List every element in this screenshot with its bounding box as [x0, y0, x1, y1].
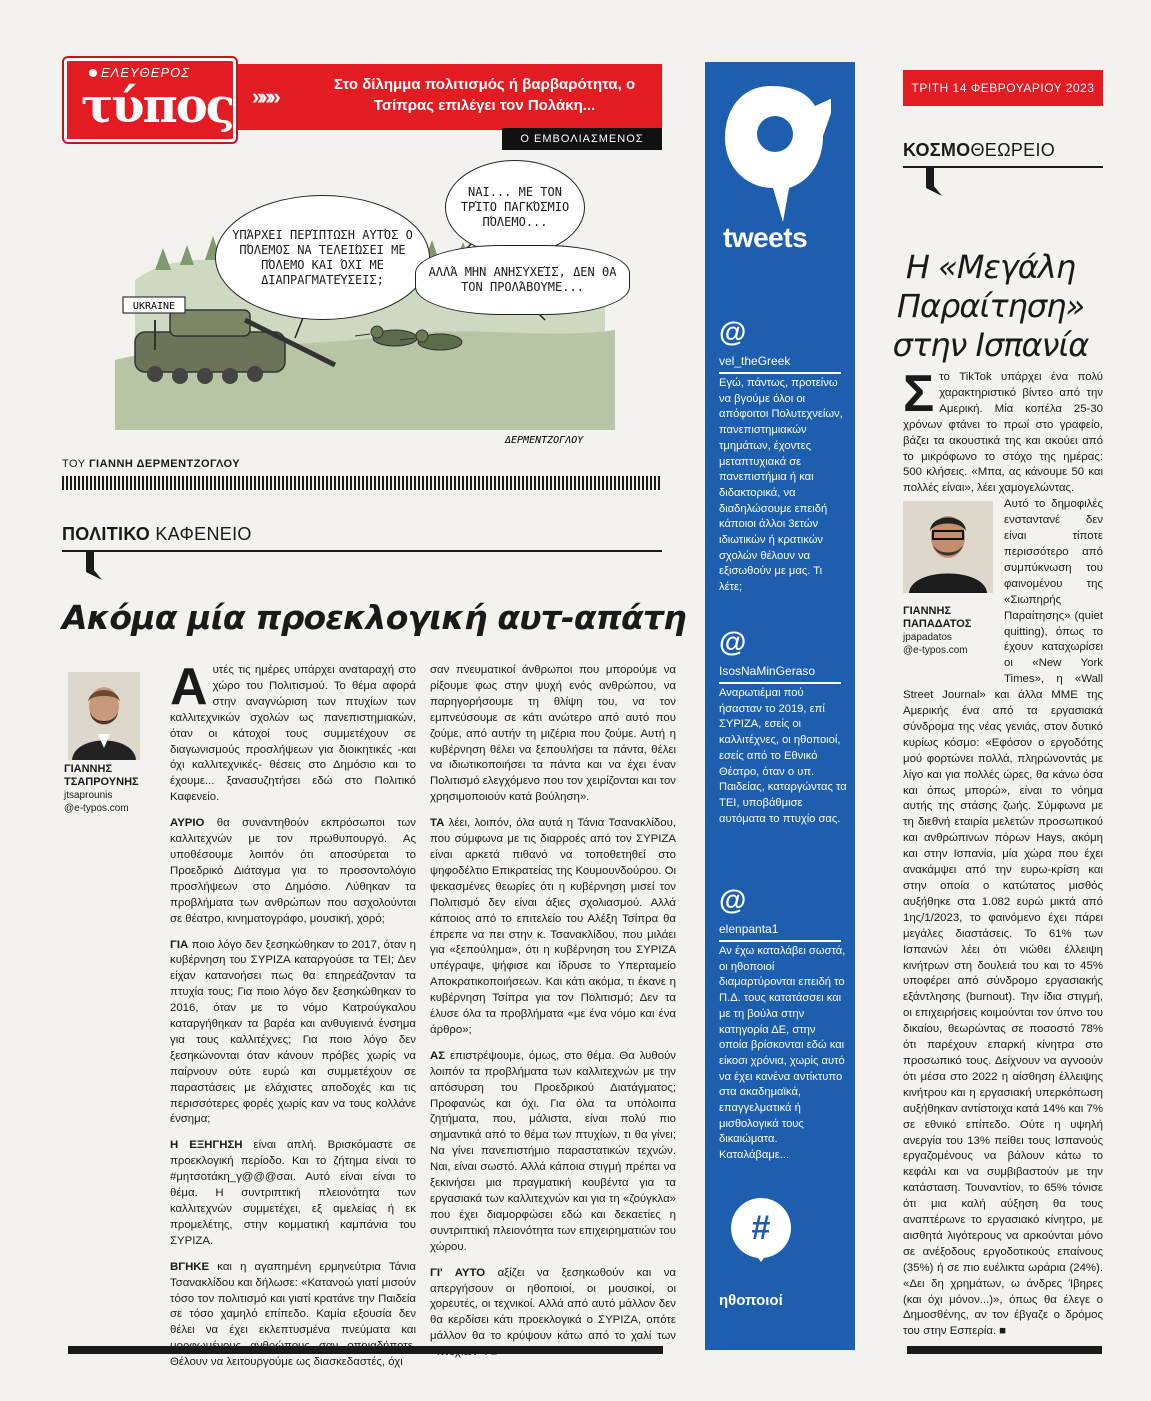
tweet-divider: [719, 682, 841, 684]
section-heading-kosmotheoreio: [903, 140, 1055, 161]
paragraph-text: το TikTok υπάρχει ένα πολύ χαρακτηριστικό βίντεο από την Αμερική. Μία κοπέλα 25-30 χρόνων φτάνει το πρωί στο γραφείο, βάζει τα ακουστικά της και ακούει από το μικρόφωνο το στόχο της ημέρας: 500 κλήσεις. «Μπα, ας κάνουμε 50 και πολλές είναι», λέει χαμογελώντας.: [903, 371, 1103, 495]
paragraph-lead: ΓΙ' ΑΥΤΟ: [430, 1266, 486, 1279]
paragraph-text: και η αγαπημένη ερμηνεύτρια Τάνια Τσανακλίδου και δήλωσε: «Κατανοώ γιατί μισούν τόσο τον πολιτισμό και γιατί κρατάνε την Παιδεία σε τόσο χαμηλό επίπεδο. Καμία εξουσία δεν θέλει να έχει εκλεπτυσμένα πνεύματα και Θέλουν να λειτουργούμε ως διασκεδαστές, όχι: [170, 1260, 416, 1369]
credit-name: ΓΙΑΝΝΗ ΔΕΡΜΕΝΤΖΟΓΛΟΥ: [88, 458, 241, 470]
paragraph-lead: ΑΣ: [430, 1049, 446, 1062]
article-column-1: [170, 658, 416, 1381]
article-paragraph: [170, 938, 416, 1129]
article-title-right: Η «Μεγάλη Παραίτηση» στην Ισπανία: [892, 248, 1089, 364]
hashtag-label: ηθοποιοί: [719, 1292, 783, 1309]
tweet-divider: [719, 940, 841, 942]
article-paragraph: [430, 663, 676, 806]
article-paragraph: [170, 1138, 416, 1249]
banner-headline: Στο δίλημμα πολιτισμός ή βαρβαρότητα, ο Τσίπρας επιλέγει τον Πολάκη...: [333, 76, 636, 114]
author-first-name: ΓΙΑΝΝΗΣ: [903, 605, 952, 618]
author-block-tsaprounis: [64, 763, 139, 815]
author-email: @e-typos.com: [903, 645, 968, 657]
cartoon-sign: UKRAINE: [132, 301, 176, 312]
tweet-text: Αναρωτιέμαι πού ήσασταν το 2019, επί ΣΥΡΙΖΑ, εσείς οι καλλιτέχνες, οι ηθοποιοί, εσείς από το Εθνικό Θέατρο, όταν ο υπ. Παιδείας, καταργώντας τα ΤΕΙ, υποβάθμισε αυτόματα το πτυχίο σας.: [719, 687, 847, 825]
article-column-2: [430, 663, 676, 1371]
tweets-title: tweets: [723, 222, 808, 253]
date-bar: ΤΡΙΤΗ 14 ΦΕΒΡΟΥΑΡΙΟΥ 2023: [903, 70, 1103, 106]
article-paragraph: [170, 816, 416, 927]
promo-banner: [62, 58, 662, 145]
author-info: [903, 605, 998, 657]
paragraph-text: Street Journal» και άλλα ΜΜΕ της Αμερικής ένα από τα εργασιακά σύνδρομα της νέας γενιάς, στον δυτικό κυρίως κόσμο: «Εφόσον ο εργοδότης μού φορτώνει πολλά, πληρώνοντάς με λίγο και για πολλές ώρες, θα κάνω όσα και όπως μπορώ», είναι το νόημα αυτής της στάσης ζωής. Σύμφωνα με τη διεθνή εταιρία μελετών προσωπικού και ανθρώπινων πόρων Hays, ακόμη και στην Ισπανία, μία χώρα που έχει ανακάμψει από την ευρω-κρίση και στην οποία ο κατώτατος μισθός αυξήθηκε στα 1.082 ευρώ μικτά από 1ης/1/2023, το φαινόμενο έχει πάρει μεγάλες διαστάσεις. Το 61% των Ισπανών λέει ότι νιώθει έλλειψη κινήτρων στη δουλειά του και το 45% υποφέρει από σύνδρομο εργασιακής εξάντλησης (burnout). Την ίδια στιγμή, οι επιχειρήσεις κοιμούνται τον ύπνο του δικαίου, θεωρώντας σε ποσοστό 78% ότι παρέχουν επαρκή κίνητρα στο προσωπικό τους. Δείχνουν να αγνοούν ότι μέσα στο 2022 η αίσθηση έλλειψης κινήτρου και η εργασιακή υπερκόπωση αυξήθηκαν αντίστοιχα κατά 14% και 7% σε εθνικό επίπεδο. Ούτε η υψηλή ανεργία του 13% πείθει τους Ισπανούς εργαζομένους να βάλουν κάτω το κεφάλι και να συμβιβαστούν με την κατάσταση. Τουναντίον, το 65% τόνισε ότι μια καλή αύξηση θα τους αναπτέρωνε το εργασιακό κίνητρο, με αισθητά λιγότερους να αρκούνται μόνο σε ανέξοδους εργοδοτικούς επαίνους (35%) ή σε πιο ευέλικτα ωράρια (24%). «Δει δη χρημάτων, ω άνδρες Ίβηρες (και όχι μόνον...)», όπως θα έλεγε ο Δημοσθένης, αν τον έβγαζε ο δρόμος του στην Εσπερία. ■: [903, 689, 1103, 1338]
eleftheros-typos-logo: [64, 58, 236, 142]
credit-prefix: ΤΟΥ: [62, 458, 86, 470]
speech-bubble-reassure: ΑΛΛΆ ΜΗΝ ΑΝΗΣΥΧΕΊΣ, ΔΕΝ ΘΑ ΤΟΝ ΠΡΟΛΆΒΟΥΜΕ...: [415, 245, 630, 315]
author-block-papadatos: [903, 501, 998, 676]
author-last-name: ΠΑΠΑΔΑΤΟΣ: [903, 618, 972, 631]
author-photo-tsaprounis: [68, 672, 140, 760]
section-light: ΘΕΩΡΕΙΟ: [970, 140, 1056, 160]
paragraph-lead: ΤΑ: [430, 817, 445, 830]
political-cartoon: [95, 160, 625, 455]
tweet-text: Εγώ, πάντως, προτείνω να βγούμε όλοι οι απόφοιτοι Πολυτεχνείων, πανεπιστημιακών τμημάτων, έχοντες μεταπτυχιακά σε πανεπιστήμια ή και διδακτορικά, να διαδηλώσουμε επειδή κάποιοι άλλοι 3ετών ιδιωτικών ή κρατικών σχολών θέλουν να εξισωθούν με μας. Τι λέτε;: [719, 377, 843, 594]
paragraph-text: λέει, λοιπόν, όλα αυτά η Τάνια Τσανακλίδου, που σύμφωνα με τις διαρροές από τον ΣΥΡΙΖΑ είναι αρκετά πιθανό να τοποθετηθεί στο ψηφοδέλτιο Επικρατείας της Κουμουνδούρου. Οι ψεκασμένες θεωρίες ότι η κυβέρνηση μισεί τον Πολιτισμό δεν είναι άξιες σχολιασμού. Αλλά κάποιος από το επιτελείο του Αλέξη Τσίπρα θα έπρεπε να πει στην κ. Τσανακλίδου, που μιλάει για «ξεπούλημα», ότι η κυβέρνηση του ΣΥΡΙΖΑ υπέγραψε, ψήφισε και ίδρυσε το Υπερταμείο Αποκρατικοποιήσεων. Και κάτι ακόμα, τι έκανε η κυβέρνηση Τσίπρα για τον Πολιτισμό; Δεν τα έλυσε όλα τα προβλήματα «με ένα νόμο και ένα άρθρο»;: [430, 817, 676, 1036]
tweet-handle: elenpanta1: [719, 922, 779, 936]
drop-cap: Α: [170, 658, 208, 716]
author-handle: jtsaprounis: [64, 790, 113, 801]
at-icon: @: [719, 626, 747, 657]
paragraph-lead: ΒΓΗΚΕ: [170, 1260, 210, 1273]
tweet-handle: vel_theGreek: [719, 354, 791, 368]
author-email: @e-typos.com: [64, 803, 129, 814]
paragraph-text: σαν πνευματικοί άνθρωποι που μπορούμε να ρίξουμε φως στην ψυχή ενός ανθρώπου, να παρηγορήσουμε τη θλίψη του, να τον εμπνεύσουμε σε κάτι ανώτερο από αυτό που ζούμε, από αυτήν τη μιζέρια που ζούμε. Αυτή η κυβέρνηση θέλει να ξεπουλήσει τα πάντα, θέλει να ιδιωτικοποιήσει τα πάντα και να έχει έναν Πολιτισμό ελεγχόμενο που τον χειρίζονται και τον χρησιμοποιούν κατά βούληση».: [430, 664, 676, 804]
tweet-text: Αν έχω καταλάβει σωστά, οι ηθοποιοί διαμαρτύρονται επειδή το Π.Δ. τους κατατάσσει και με τη βούλα στην κατηγορία ΔΕ, στην οποία βρίσκονται εδώ και είκοσι χρόνια, χωρίς αυτό να έχει κανένα αντίκτυπο στα ακαδημαϊκά, επαγγελματικά ή μισθολογικά τους δικαιώματα. Καταλάβαμε...: [719, 945, 846, 1162]
author-handle: jpapadatos: [903, 632, 952, 644]
paragraph-text: είναι απλή. Βρισκόμαστε σε προεκλογική περίοδο. Και το ζήτημα είναι το #μητσοτάκη_γ@@@σαι. Αυτό είναι είναι το θέμα. Η συντριπτική πλειονότητα των καλλιτεχνών συμμετέχει, εξ αμελείας ή εκ προμελέτης, στην κομματική καμπάνια του ΣΥΡΙΖΑ.: [170, 1139, 416, 1247]
speech-bubble-question: ΥΠΆΡΧΕΙ ΠΕΡΊΠΤΩΣΗ ΑΥΤΌΣ Ο ΠΌΛΕΜΟΣ ΝΑ ΤΕΛΕΙΏΣΕΙ ΜΕ ΠΌΛΕΜΟ ΚΑΙ ΌΧΙ ΜΕ ΔΙΑΠΡΑΓΜΑΤΕΎΣΕΙΣ;: [215, 195, 430, 320]
bottom-rule-left: [68, 1346, 663, 1354]
paragraph-text: υτές τις ημέρες υπάρχει αναταραχή στο χώρο του Πολιτισμού. Το θέμα αφορά στην αναγνώριση των πτυχίων των καλλιτεχνικών σχολών ως πανεπιστημιακών, όταν οι κάτοχοί τους συμμετέχουν σε διαγωνισμούς προσλήψεων για διοικητικές -και όχι καλλιτεχνικές- θέσεις στο Δημόσιο και το έχουμε... ξανασυζητήσει εδώ στο Πολιτικό Καφενείο.: [170, 664, 416, 804]
article-paragraph: [430, 816, 676, 1039]
section-rule: [62, 550, 662, 552]
paragraph-lead: ΓΙΑ: [170, 938, 189, 951]
cartoon-credit: [62, 458, 240, 470]
at-icon: @: [719, 316, 747, 347]
paragraph-text: ποιο λόγο δεν ξεσηκώθηκαν το 2017, όταν η κυβέρνηση του ΣΥΡΙΖΑ καταργούσε τα ΤΕΙ; Δεν είχαν κατανοήσει πως θα επηρεάζονταν τα πτυχία τους; Για ποιο λόγο δεν ξεσηκώθηκαν το 2016, όταν με το νόμο Κατρούγκαλου καταργήθηκαν τα βαρέα και ανθυγιεινά ένσημα για τους καλλιτέχνες; Για ποιο λόγο δεν ξεσηκώνονται όταν κάνουν πρόβες χωρίς να παίρνουν ούτε ευρώ και συμμετέχουν σε παραστάσεις με ελάχιστες αποδοχές και τις περισσότερες φορές χωρίς καν να τους κολλάνε ένσημα;: [170, 938, 416, 1126]
article-paragraph: [430, 1049, 676, 1256]
paragraph-lead: Η ΕΞΗΓΗΣΗ: [170, 1139, 243, 1152]
bird-logo-icon: [711, 76, 831, 226]
section-bold: ΚΟΣΜΟ: [903, 140, 971, 160]
tweet-handle: IsosNaMinGeraso: [719, 664, 816, 678]
author-first-name: ΓΙΑΝΝΗΣ: [64, 763, 113, 775]
tweets-column: [705, 62, 855, 1350]
article-title: Ακόμα μία προεκλογική αυτ-απάτη: [62, 598, 686, 637]
hatch-divider: [62, 476, 662, 490]
article-paragraph: [170, 658, 416, 806]
cartoon-signature: ΔΕΡΜΕΝΤΖΟΓΛΟΥ: [505, 435, 584, 446]
logo-name: τύπος: [81, 78, 233, 134]
paragraph-text: θα συναντηθούν εκπρόσωποι των καλλιτεχνών με τον πρωθυπουργό. Ας υποθέσουμε λοιπόν ότι αποσύρεται το Προεδρικό Διάταγμα για το προσοντολόγιο προσλήψεων στο Δημόσιο. Λύθηκαν τα προβλήματα των ανθρώπων που ασχολούνται σε θέατρο, κινηματογράφο, μουσική, χορό;: [170, 817, 416, 925]
bottom-rule-right: [907, 1346, 1102, 1354]
hash-icon: #: [751, 1209, 771, 1247]
article-paragraph: [170, 1260, 416, 1371]
logo-top-text: ΕΛΕΥΘΕΡΟΣ: [89, 65, 190, 80]
paragraph-text: αξίζει να ξεσηκωθούν και να απεργήσουν οι ηθοποιοί, οι μουσικοί, οι χορευτές, οι τεχνικοί. Αλλά από αυτό μάλλον δεν θα κερδίσει κάτι προεκλογικά ο ΣΥΡΙΖΑ, οπότε μάλλον θα το κρύψουν κάτω από το χαλί των: [430, 1266, 676, 1343]
section-notch: [86, 550, 104, 582]
author-last-name: ΤΣΑΠΡΟΥΝΗΣ: [64, 776, 139, 788]
paragraph-lead: ΑΥΡΙΟ: [170, 817, 205, 830]
drop-cap: Σ: [903, 365, 935, 423]
section-notch: [926, 166, 944, 198]
paragraph-text: Αυτό το δημοφιλές ενσταντανέ δεν είναι τίποτε περισσότερο από συμπύκνωση του φαινομένου της «Σιωπηρής Παραίτησης» (quiet quitting), όπως το έχουν καταχωρίσει οι «New York Times», η «Wall: [1004, 498, 1103, 686]
arrows-icon: »»»: [252, 84, 277, 109]
author-photo-papadatos: [903, 501, 993, 593]
article-column-right: [903, 365, 1103, 1340]
banner-tag: Ο ΕΜΒΟΛΙΑΣΜΕΝΟΣ: [502, 128, 662, 150]
paragraph-text: επιστρέψουμε, όμως, στο θέμα. Θα λυθούν λοιπόν τα προβλήματα των καλλιτεχνών με την απόσυρση του Προεδρικού Διατάγματος; Προφανώς και όχι. Για όλα τα υπόλοιπα ζητήματα, που, μάλιστα, είναι πολύ πιο σημαντικά από το θέμα των πτυχίων, τι θα γίνει; Να γίνει πανεπιστήμιο παραστατικών τεχνών. Ναι, είναι σωστό. Αλλά κάποια στιγμή πρέπει να ξεκινήσει μια πραγματική κουβέντα για τα εργασιακά των καλλιτεχνών και για τη «ζούγκλα» που έχει διαμορφώσει εδώ και δεκαετίες η συντριπτική πλειονότητα των επιχειρηματιών του χώρου.: [430, 1049, 676, 1253]
section-heading-politiko: [62, 524, 252, 545]
section-bold: ΠΟΛΙΤΙΚΟ: [62, 524, 151, 544]
speech-bubble-answer: ΝΑΙ... ΜΕ ΤΟΝ ΤΡΊΤΟ ΠΑΓΚΌΣΜΙΟ ΠΌΛΕΜΟ...: [445, 160, 585, 255]
tweet-divider: [719, 372, 841, 374]
article-paragraph: [903, 365, 1103, 497]
at-icon: @: [719, 884, 747, 915]
section-light: ΚΑΦΕΝΕΙΟ: [155, 524, 252, 544]
